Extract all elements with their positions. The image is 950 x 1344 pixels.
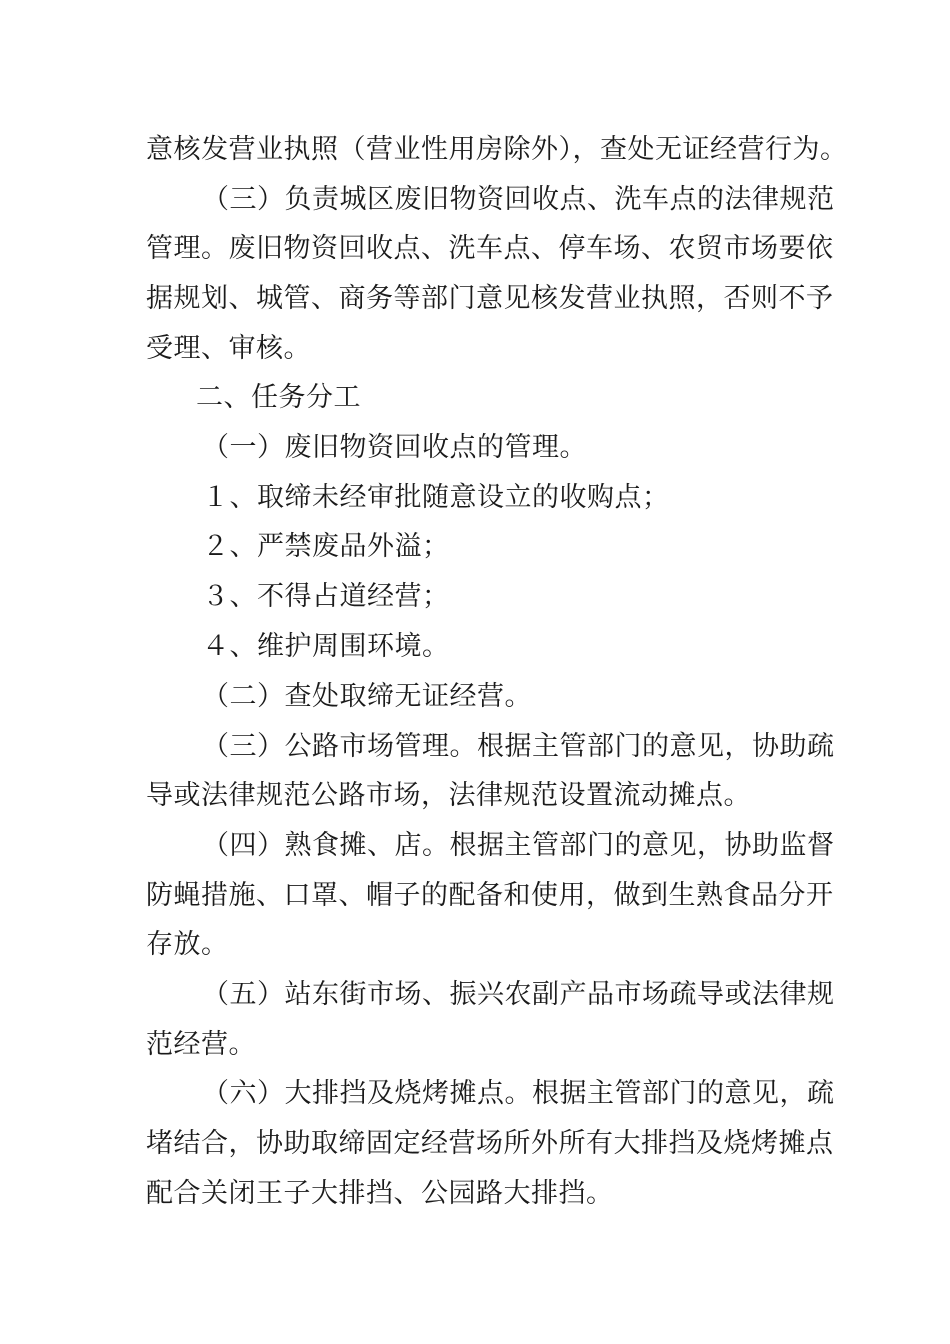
text-line: 意核发营业执照（营业性用房除外），查处无证经营行为。: [146, 134, 848, 165]
text-line: 受理、审核。: [146, 333, 311, 364]
text-line: （三）公路市场管理。根据主管部门的意见，协助疏: [202, 731, 835, 762]
text-line: （五）站东街市场、振兴农副产品市场疏导或法律规: [202, 979, 835, 1010]
list-item: ４、维护周围环境。: [202, 631, 450, 662]
text-line: （一）废旧物资回收点的管理。: [202, 432, 587, 463]
text-line: 防蝇措施、口罩、帽子的配备和使用，做到生熟食品分开: [146, 880, 834, 911]
text-line: （六）大排挡及烧烤摊点。根据主管部门的意见，疏: [202, 1078, 835, 1109]
list-item: ２、严禁废品外溢；: [202, 531, 450, 562]
text-line: （二）查处取缔无证经营。: [202, 681, 532, 712]
text-line: 管理。废旧物资回收点、洗车点、停车场、农贸市场要依: [146, 233, 834, 264]
section-heading: 二、任务分工: [196, 382, 361, 413]
list-item: ３、不得占道经营；: [202, 581, 450, 612]
text-line: 导或法律规范公路市场，法律规范设置流动摊点。: [146, 780, 751, 811]
text-line: 范经营。: [146, 1029, 256, 1060]
text-line: 据规划、城管、商务等部门意见核发营业执照，否则不予: [146, 283, 834, 314]
text-line: （四）熟食摊、店。根据主管部门的意见，协助监督: [202, 830, 835, 861]
text-line: （三）负责城区废旧物资回收点、洗车点的法律规范: [202, 184, 835, 215]
list-item: １、取缔未经审批随意设立的收购点；: [202, 482, 670, 513]
text-line: 配合关闭王子大排挡、公园路大排挡。: [146, 1178, 614, 1209]
text-line: 存放。: [146, 929, 229, 960]
text-line: 堵结合，协助取缔固定经营场所外所有大排挡及烧烤摊点: [146, 1128, 834, 1159]
